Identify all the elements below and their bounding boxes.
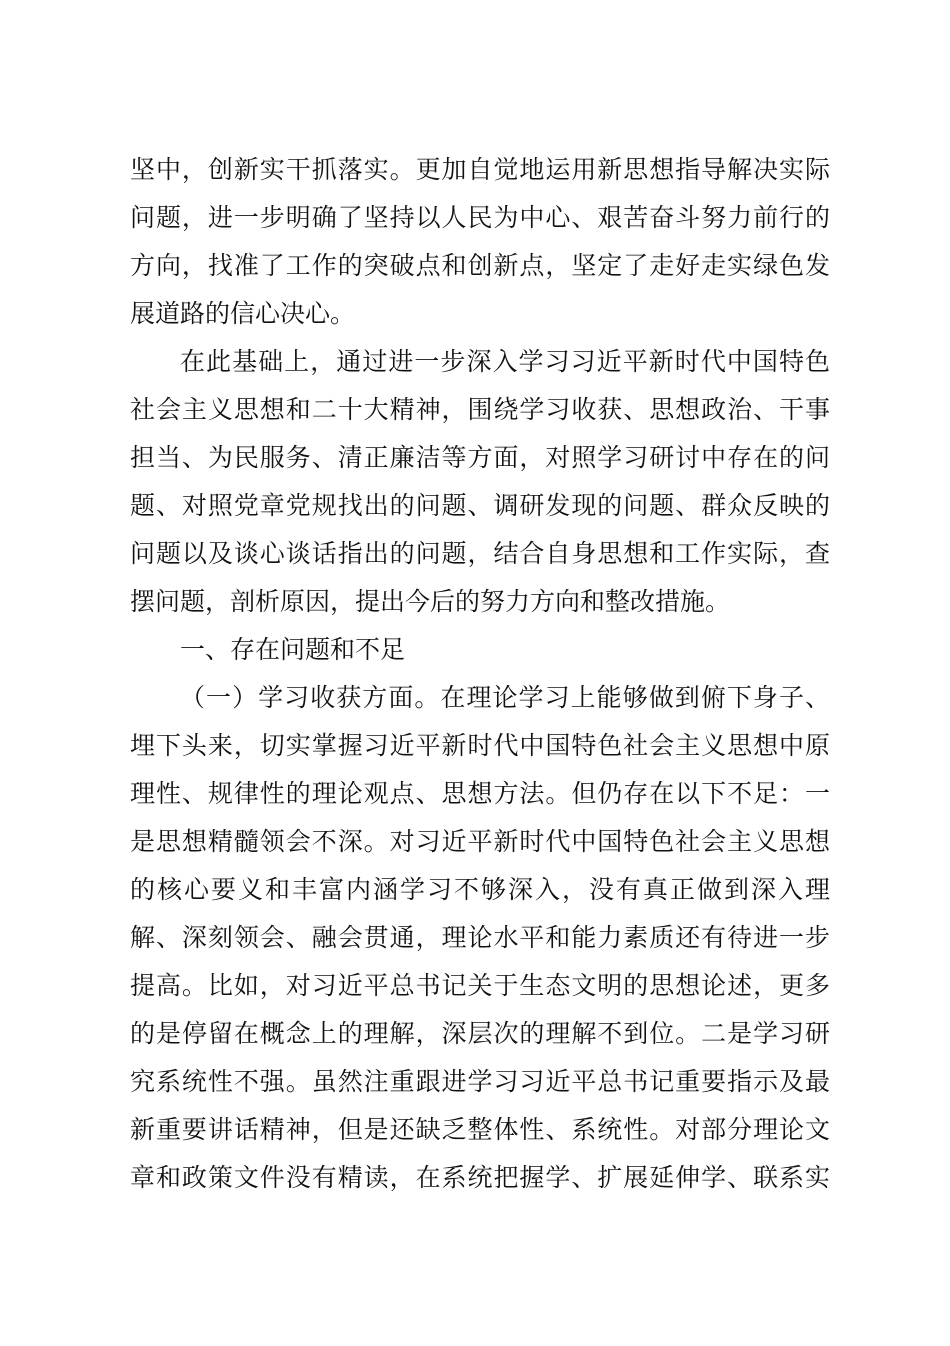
paragraph-3-line: 的核心要义和丰富内涵学习不够深入，没有真正做到深入理 — [130, 875, 830, 904]
paragraph-3-line: 究系统性不强。虽然注重跟进学习习近平总书记重要指示及最 — [130, 1067, 830, 1096]
paragraph-3-line: 埋下头来，切实掌握习近平新时代中国特色社会主义思想中原 — [130, 731, 830, 760]
paragraph-1-line: 问题，进一步明确了坚持以人民为中心、艰苦奋斗努力前行的 — [130, 203, 830, 232]
paragraph-2-line: 在此基础上，通过进一步深入学习习近平新时代中国特色 — [180, 347, 830, 376]
paragraph-3-line: （一）学习收获方面。在理论学习上能够做到俯下身子、 — [180, 683, 830, 712]
paragraph-1-line: 方向，找准了工作的突破点和创新点，坚定了走好走实绿色发 — [130, 251, 830, 280]
paragraph-3-line: 章和政策文件没有精读，在系统把握学、扩展延伸学、联系实 — [130, 1163, 830, 1192]
paragraph-1-line: 展道路的信心决心。 — [130, 299, 356, 328]
paragraph-1-line: 坚中，创新实干抓落实。更加自觉地运用新思想指导解决实际 — [130, 155, 830, 184]
paragraph-2-line: 题、对照党章党规找出的问题、调研发现的问题、群众反映的 — [130, 491, 830, 520]
section-heading: 一、存在问题和不足 — [180, 635, 406, 664]
paragraph-3-line: 新重要讲话精神，但是还缺乏整体性、系统性。对部分理论文 — [130, 1115, 830, 1144]
paragraph-2-line: 问题以及谈心谈话指出的问题，结合自身思想和工作实际，查 — [130, 539, 830, 568]
paragraph-3-line: 提高。比如，对习近平总书记关于生态文明的思想论述，更多 — [130, 971, 830, 1000]
paragraph-2-line: 担当、为民服务、清正廉洁等方面，对照学习研讨中存在的问 — [130, 443, 830, 472]
paragraph-3-line: 理性、规律性的理论观点、思想方法。但仍存在以下不足：一 — [130, 779, 830, 808]
paragraph-3-line: 解、深刻领会、融会贯通，理论水平和能力素质还有待进一步 — [130, 923, 830, 952]
paragraph-3-line: 的是停留在概念上的理解，深层次的理解不到位。二是学习研 — [130, 1019, 830, 1048]
paragraph-2-line: 社会主义思想和二十大精神，围绕学习收获、思想政治、干事 — [130, 395, 830, 424]
paragraph-3-line: 是思想精髓领会不深。对习近平新时代中国特色社会主义思想 — [130, 827, 830, 856]
paragraph-2-line: 摆问题，剖析原因，提出今后的努力方向和整改措施。 — [130, 587, 731, 616]
